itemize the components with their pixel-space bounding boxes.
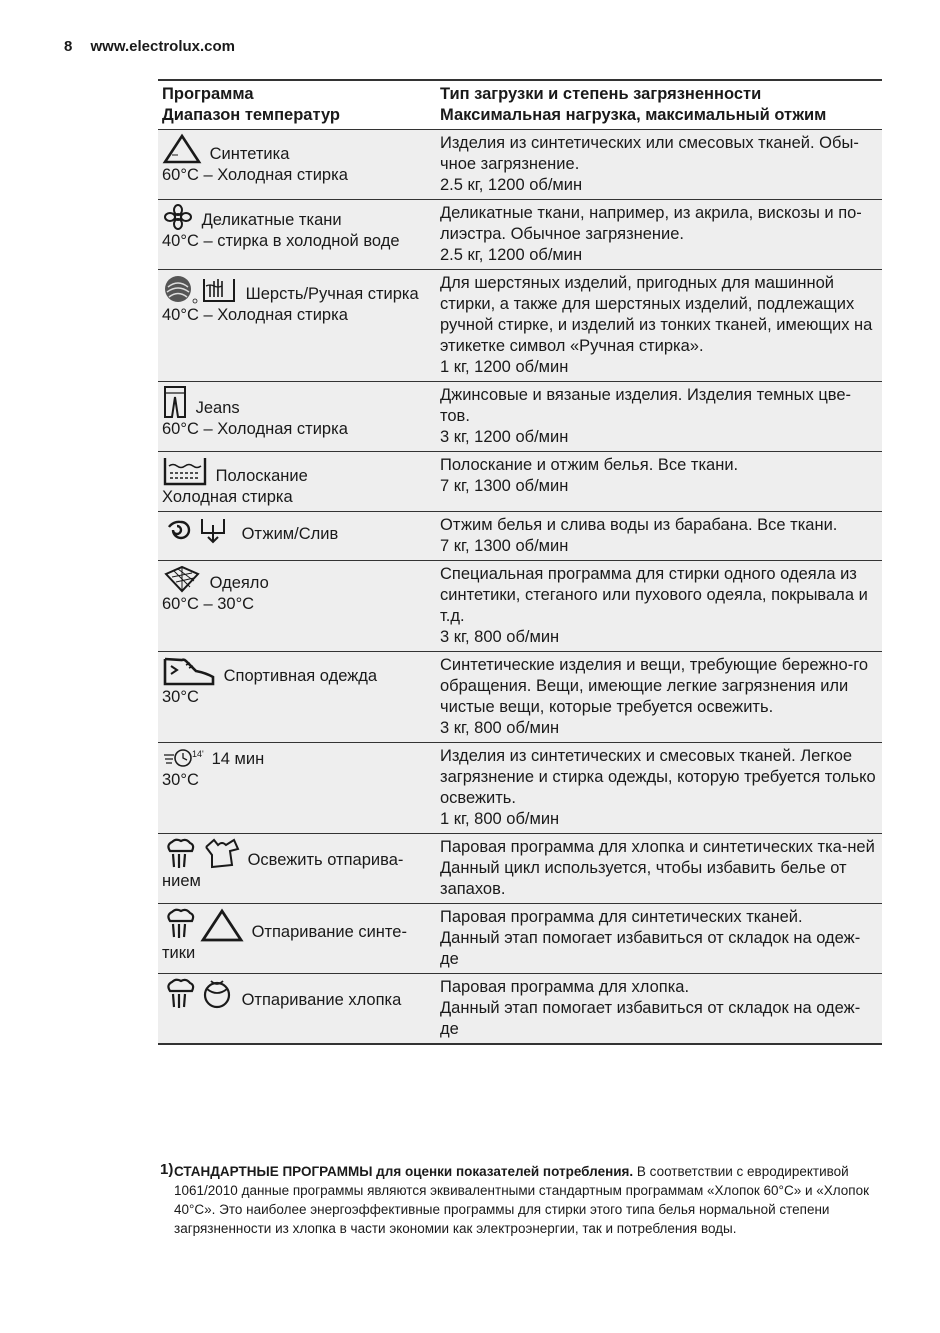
rinse-tub-icon [162,455,208,487]
table-row [158,130,882,200]
program-temp: 40°C – Холодная стирка [162,306,348,324]
program-cell [158,834,436,904]
table-row [158,834,882,904]
program-temp: 60°C – Холодная стирка [162,420,348,438]
table-row [158,452,882,512]
program-load: 2.5 кг, 1200 об/мин [440,246,583,264]
program-load: 7 кг, 1300 об/мин [440,477,569,495]
program-temp: 30°C [162,771,199,789]
delicate-flower-icon [162,203,194,231]
program-name: Шерсть/Ручная стирка [245,285,419,303]
program-name: Jeans [195,399,240,417]
table-row [158,904,882,974]
program-cell [158,452,436,512]
table-row [158,974,882,1045]
program-description: Отжим белья и слива воды из барабана. Все ткани. [440,516,838,534]
program-description: Изделия из синтетических и смесовых тканей. Легкое загрязнение и стирка одежды, которую требуется только освежить. [440,747,876,807]
description-cell [436,561,882,652]
footnote-text: В соответствии с евродирективой 1061/2010 данные программы являются эквивалентными стандартным программам «Хлопок 60°C» и «Хлопок 40°C». Это наиболее энергоэффективные программы для стирки этого типа белья нормальной степени загрязненности из хлопка в части экономии как электроэнергии, так и потребления воды. [174,1164,870,1236]
program-description: Специальная программа для стирки одного одеяла из синтетики, стеганого или пухового одеяла, покрывала и т.д. [440,565,868,625]
website-link[interactable]: www.electrolux.com [90,38,236,55]
description-cell [436,512,882,561]
description-cell [436,270,882,382]
description-cell [436,834,882,904]
steam-refresh-icon [162,837,240,871]
program-name: Спортивная одежда [223,667,378,685]
program-name: Синтетика [209,145,290,163]
svg-text:14': 14' [192,749,204,759]
program-description: Синтетические изделия и вещи, требующие бережно-го обращения. Вещи, имеющие легкие загрязнения или чистые вещи, которые требуется освежить. [440,656,869,716]
program-name: Освежить отпарива-нием [162,851,404,890]
program-temp: 40°C – стирка в холодной воде [162,232,400,250]
description-cell [436,743,882,834]
table-row [158,561,882,652]
sportswear-shoe-icon [162,655,216,687]
description-cell [436,200,882,270]
table-row [158,512,882,561]
program-description: Паровая программа для синтетических тканей. [440,908,803,926]
header-load-type: Тип загрузки и степень загрязненности Максимальная нагрузка, максимальный отжим [440,85,827,124]
jeans-icon [162,385,188,419]
table-header [158,80,882,130]
table-row [158,200,882,270]
page-header [64,38,235,55]
program-cell [158,652,436,743]
table-row [158,652,882,743]
program-cell [158,974,436,1045]
footnote [160,1162,882,1238]
program-description: Паровая программа для хлопка и синтетических тка-ней [440,838,875,856]
program-description: Изделия из синтетических или смесовых тканей. Обы-чное загрязнение. [440,134,859,173]
steam-cotton-icon [162,977,234,1011]
wool-handwash-icon [162,273,238,305]
steam-synthetics-icon [162,907,244,943]
program-description: Деликатные ткани, например, из акрила, вискозы и по-лиэстра. Обычное загрязнение. [440,204,862,243]
synthetics-triangle-icon [162,133,202,165]
program-description: Для шерстяных изделий, пригодных для машинной стирки, а также для шерстяных изделий, подлежащих ручной стирке, и изделий из тонких тканей, имеющих на этикетке символ «Ручная стирка». [440,274,873,355]
program-cell [158,561,436,652]
description-cell [436,904,882,974]
program-description: Паровая программа для хлопка. [440,978,690,996]
program-load: Данный этап помогает избавиться от складок на одеж-де [440,929,861,968]
program-name: Отпаривание синте-тики [162,923,407,962]
program-load: 1 кг, 1200 об/мин [440,358,569,376]
table-row [158,743,882,834]
program-cell [158,512,436,561]
program-name: Отпаривание хлопка [241,991,402,1009]
program-load: 2.5 кг, 1200 об/мин [440,176,583,194]
program-temp: 60°C – Холодная стирка [162,166,348,184]
spin-drain-icon [162,515,234,545]
quick-14-icon [162,746,204,770]
program-cell [158,382,436,452]
program-description: Джинсовые и вязаные изделия. Изделия темных цве-тов. [440,386,852,425]
program-name: 14 мин [211,750,265,768]
duvet-icon [162,564,202,594]
program-temp: 30°C [162,688,199,706]
program-load: 3 кг, 1200 об/мин [440,428,569,446]
program-cell [158,130,436,200]
program-load: Данный этап помогает избавиться от складок на одеж-де [440,999,861,1038]
page-number: 8 [64,38,73,55]
program-load: 7 кг, 1300 об/мин [440,537,569,555]
program-load: 3 кг, 800 об/мин [440,719,560,737]
program-description: Полоскание и отжим белья. Все ткани. [440,456,739,474]
program-temp: 60°C – 30°C [162,595,255,613]
programs-table [158,79,882,1045]
program-temp: Холодная стирка [162,488,293,506]
table-row [158,270,882,382]
description-cell [436,652,882,743]
program-cell [158,270,436,382]
program-load: 1 кг, 800 об/мин [440,810,560,828]
table-row [158,382,882,452]
program-cell [158,904,436,974]
program-cell [158,200,436,270]
footnote-bold: СТАНДАРТНЫЕ ПРОГРАММЫ для оценки показателей потребления. [174,1164,634,1179]
program-name: Отжим/Слив [241,525,339,543]
description-cell [436,382,882,452]
program-name: Деликатные ткани [201,211,342,229]
program-cell [158,743,436,834]
header-program: Программа Диапазон температур [162,85,341,124]
program-load: 3 кг, 800 об/мин [440,628,560,646]
program-load: Данный цикл используется, чтобы избавить белье от запахов. [440,859,847,898]
program-name: Одеяло [209,574,269,592]
description-cell [436,130,882,200]
program-name: Полоскание [215,467,308,485]
description-cell [436,974,882,1045]
description-cell [436,452,882,512]
footnote-marker: 1) [160,1161,174,1178]
